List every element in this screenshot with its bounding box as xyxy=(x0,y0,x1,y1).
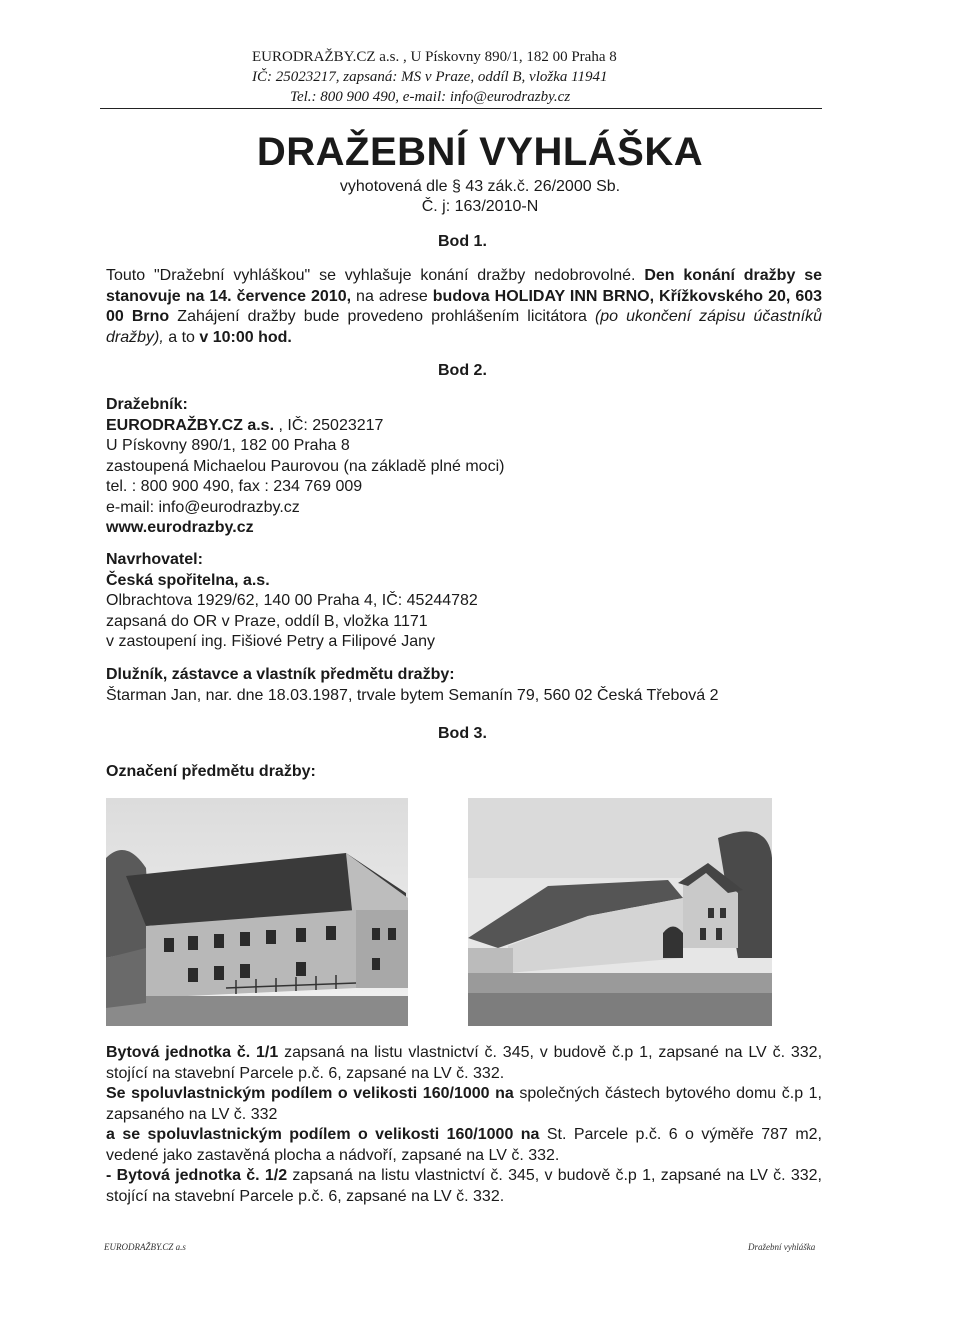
drazebnik-phone: tel. : 800 900 490, fax : 234 769 009 xyxy=(106,478,363,495)
dluznik-block xyxy=(106,665,822,706)
navrhovatel-name: Česká spořitelna, a.s. xyxy=(106,571,270,589)
page-title: DRAŽEBNÍ VYHLÁŠKA xyxy=(256,130,704,174)
drazebnik-email: e-mail: info@eurodrazby.cz xyxy=(106,498,300,516)
navrhovatel-registration: zapsaná do OR v Praze, oddíl B, vložka 1171 xyxy=(106,612,428,630)
drazebnik-representative: zastoupená Michaelou Paurovou (na základě plné moci) xyxy=(106,457,505,475)
property-description xyxy=(106,1043,822,1207)
property-paragraph-4: - Bytová jednotka č. 1/2 zapsaná na listu vlastnictví č. 345, v budově č.p 1, zapsané na LV č. 332, stojící na stavební Parcele p.č. 6, zapsané na LV č. 332. xyxy=(106,1167,822,1205)
navrhovatel-block xyxy=(106,550,822,653)
property-paragraph-2: Se spoluvlastnickým podílem o velikosti 160/1000 na společných částech bytového domu č.p 1, zapsaného na LV č. 332 xyxy=(106,1085,823,1123)
company-header-line1: EURODRAŽBY.CZ a.s. , U Pískovny 890/1, 182 00 Praha 8 xyxy=(252,49,617,65)
header-divider xyxy=(100,108,822,109)
dluznik-text: Štarman Jan, nar. dne 18.03.1987, trvale bytem Semanín 79, 560 02 Česká Třebová 2 xyxy=(106,686,719,704)
drazebnik-label: Dražebník: xyxy=(106,396,188,413)
subtitle-law: vyhotovená dle § 43 zák.č. 26/2000 Sb. xyxy=(339,178,621,195)
section-heading-bod2: Bod 2. xyxy=(438,362,487,379)
drazebnik-website: www.eurodrazby.cz xyxy=(106,519,254,536)
navrhovatel-address: Olbrachtova 1929/62, 140 00 Praha 4, IČ: 45244782 xyxy=(106,592,478,609)
property-paragraph-1: Bytová jednotka č. 1/1 zapsaná na listu vlastnictví č. 345, v budově č.p 1, zapsané na LV č. 332, stojící na stavební Parcele p.č. 6, zapsané na LV č. 332. xyxy=(106,1044,823,1082)
dluznik-label: Dlužník, zástavce a vlastník předmětu dražby: xyxy=(106,666,455,683)
company-header-line3: Tel.: 800 900 490, e-mail: info@eurodrazby.cz xyxy=(290,89,571,105)
drazebnik-block xyxy=(106,395,822,539)
footer-right: Dražební vyhláška xyxy=(748,1242,816,1252)
footer-left: EURODRAŽBY.CZ a.s xyxy=(104,1242,186,1252)
subtitle-reference: Č. j: 163/2010-N xyxy=(421,198,539,215)
section-heading-bod3: Bod 3. xyxy=(438,725,487,742)
bod1-paragraph: Touto "Dražební vyhláškou" se vyhlašuje konání dražby nedobrovolné. Den konání dražby se stanovuje na 14. července 2010, na adrese budova HOLIDAY INN BRNO, Křížkovského 20, 603 00 Brno Zahájení dražby bude provedeno prohlášením licitátora (po ukončení zápisu účastníků dražby), a to v 10:00 hod. xyxy=(106,267,823,346)
drazebnik-name-line: EURODRAŽBY.CZ a.s. , IČ: 25023217 xyxy=(106,416,384,434)
navrhovatel-label: Navrhovatel: xyxy=(106,551,203,568)
navrhovatel-representative: v zastoupení ing. Fišiové Petry a Filipové Jany xyxy=(106,633,436,650)
drazebnik-address: U Pískovny 890/1, 182 00 Praha 8 xyxy=(106,437,350,454)
company-header-line2: IČ: 25023217, zapsaná: MS v Praze, oddíl B, vložka 11941 xyxy=(252,69,608,85)
section-heading-bod1: Bod 1. xyxy=(438,233,487,250)
oznaceni-label: Označení předmětu dražby: xyxy=(106,763,316,780)
property-photo-2 xyxy=(468,798,772,1026)
property-photo-1 xyxy=(106,798,408,1026)
property-paragraph-3: a se spoluvlastnickým podílem o velikosti 160/1000 na St. Parcele p.č. 6 o výměře 787 m2, vedené jako zastavěná plocha a nádvoří, zapsané na LV č. 332. xyxy=(106,1126,822,1164)
